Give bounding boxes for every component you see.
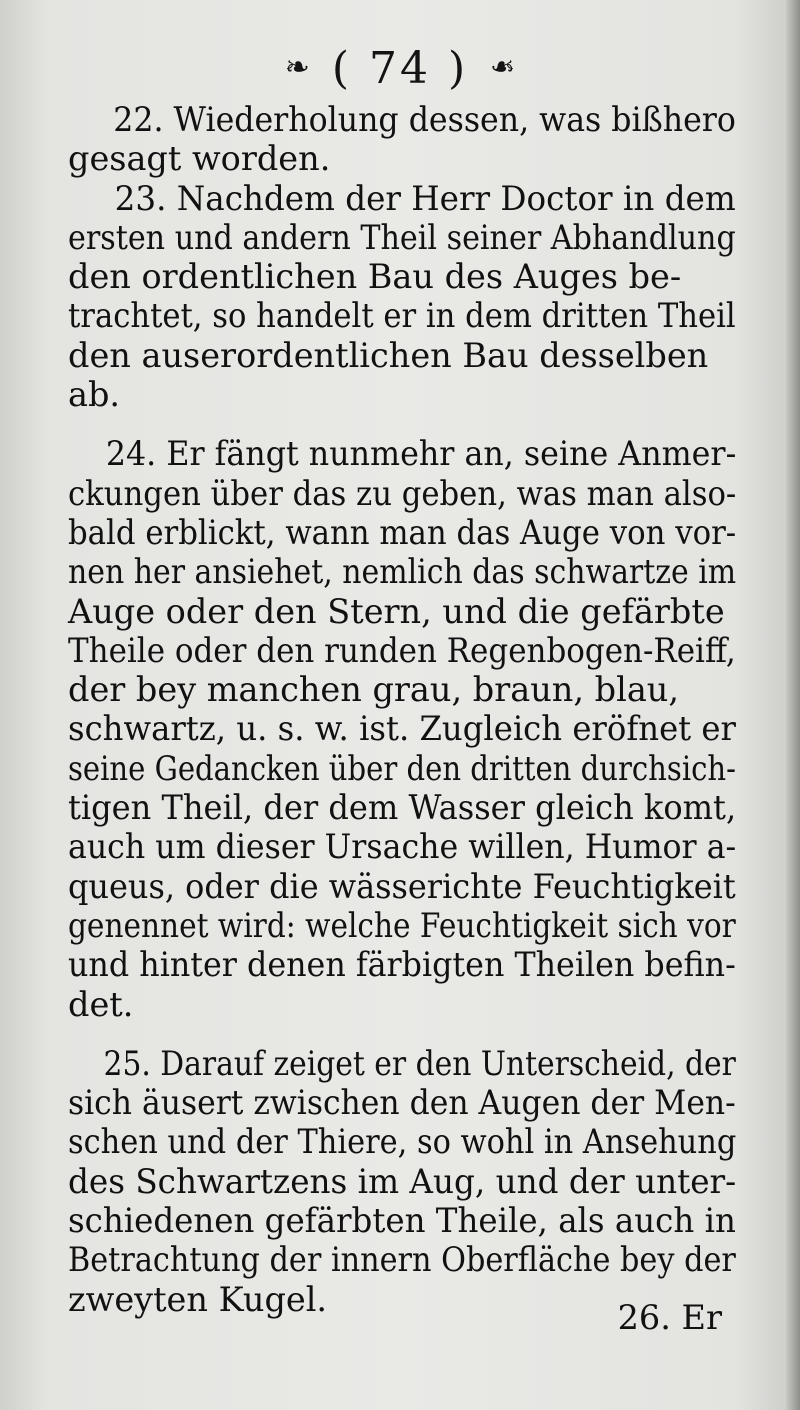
text-line: genennet wird: welche Feuchtigkeit sich vor xyxy=(68,905,736,945)
text-line: den auserordentlichen Bau desselben xyxy=(68,335,709,375)
text-line: ckungen über das zu geben, was man also- xyxy=(68,473,737,513)
text-line: queus, oder die wässerichte Feuchtigkeit xyxy=(68,866,736,906)
text-line: und hinter denen färbigten Theilen befin- xyxy=(68,945,736,985)
text-line: der bey manchen grau, braun, blau, xyxy=(68,670,680,710)
paragraph-22 xyxy=(68,100,736,179)
paragraph-25 xyxy=(68,1044,736,1319)
text-line: 23. Nachdem der Herr Doctor in dem xyxy=(114,178,736,218)
text-line: 24. Er fängt nunmehr an, seine Anmer- xyxy=(105,434,737,474)
text-line: seine Gedancken über den dritten durchsich- xyxy=(68,748,736,788)
page-header xyxy=(0,38,800,98)
text-line: nen her ansiehet, nemlich das schwartze im xyxy=(68,552,737,592)
text-line: sich äusert zwischen den Augen der Men- xyxy=(68,1083,736,1123)
text-line: des Schwartzens im Aug, und der unter- xyxy=(68,1161,737,1201)
text-line: gesagt worden. xyxy=(68,139,331,179)
text-line: schen und der Thiere, so wohl in Ansehung xyxy=(68,1122,737,1162)
page-number: ( 74 ) xyxy=(331,42,469,94)
right-ornament-icon: ❧ xyxy=(490,50,516,85)
text-line: ab. xyxy=(68,375,121,415)
paragraph-24 xyxy=(68,434,736,1023)
page-body xyxy=(68,100,736,1319)
text-line: schiedenen gefärbten Theile, als auch in xyxy=(68,1201,736,1241)
text-line: tigen Theil, der dem Wasser gleich komt, xyxy=(68,788,737,828)
text-line: zweyten Kugel. xyxy=(68,1279,328,1319)
left-ornament-icon: ❧ xyxy=(284,50,310,85)
text-line: bald erblickt, wann man das Auge von vor- xyxy=(68,512,737,552)
text-line: auch um dieser Ursache willen, Humor a- xyxy=(68,827,737,867)
text-line: den ordentlichen Bau des Auges be- xyxy=(68,257,682,297)
text-line: Betrachtung der innern Oberfläche bey der xyxy=(68,1240,736,1280)
text-line: ersten und andern Theil seiner Abhandlung xyxy=(68,217,736,257)
text-line: trachtet, so handelt er in dem dritten Theil xyxy=(68,296,736,336)
text-line: Theile oder den runden Regenbogen-Reiff, xyxy=(68,630,736,670)
paragraph-23 xyxy=(68,179,736,415)
text-line: det. xyxy=(68,984,134,1024)
catchword: 26. Er xyxy=(617,1298,722,1337)
text-line: 22. Wiederholung dessen, was bißhero xyxy=(113,100,736,139)
text-line: schwartz, u. s. w. ist. Zugleich eröfnet er xyxy=(68,709,736,749)
text-line: 25. Darauf zeiget er den Unterscheid, der xyxy=(103,1043,736,1083)
text-line: Auge oder den Stern, und die gefärbte xyxy=(68,591,725,631)
page-edge-shadow xyxy=(786,0,800,1410)
